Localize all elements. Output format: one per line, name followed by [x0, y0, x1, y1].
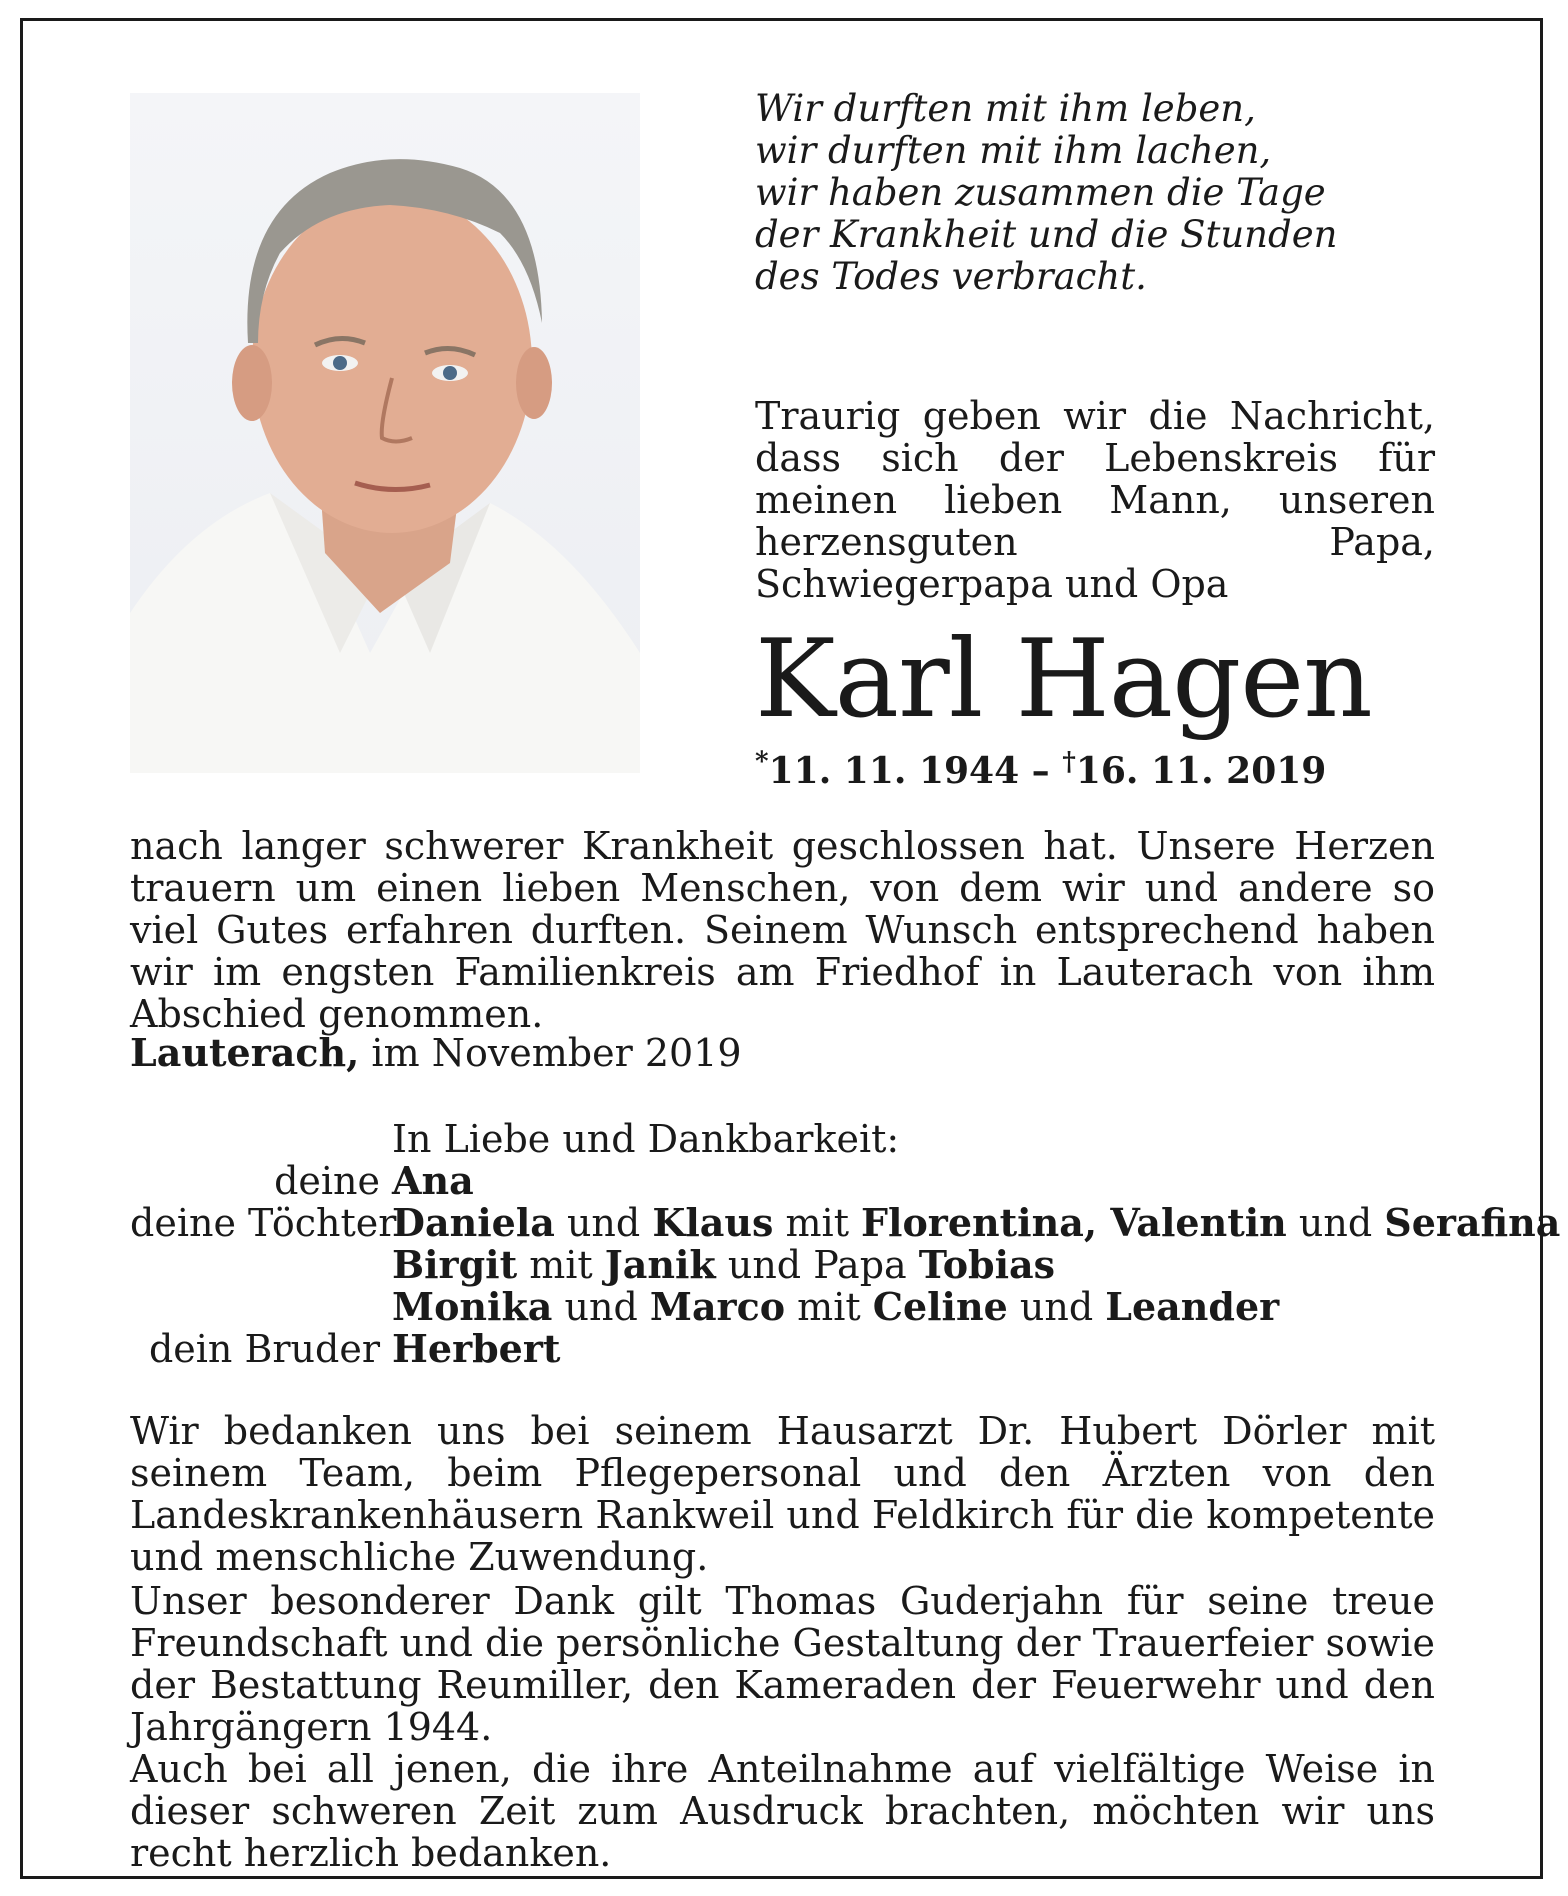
- family-name: Celine: [872, 1284, 1008, 1329]
- date-separator: –: [1019, 750, 1063, 792]
- family-heading: In Liebe und Dankbarkeit:: [392, 1117, 900, 1161]
- family-row-daughter: [130, 1200, 1561, 1245]
- family-name: Leander: [1105, 1284, 1280, 1329]
- family-name: Ana: [392, 1158, 474, 1203]
- announcement-paragraph: nach langer schwerer Krankheit geschlossen hat. Unsere Herzen trauern um einen lieben Menschen, von dem wir und andere so viel Gutes erfahren durften. Seinem Wunsch entsprechend haben wir im engsten Familienkreis am Friedhof in Lauterach von ihm Abschied genommen.: [130, 824, 1435, 1036]
- poem: [755, 88, 1435, 298]
- thanks-paragraph: Auch bei all jenen, die ihre Anteilnahme auf vielfältige Weise in dieser schweren Zeit zum Ausdruck brachten, möchten wir uns recht herzlich bedanken.: [130, 1747, 1435, 1875]
- connector-text: und Papa: [715, 1243, 919, 1287]
- connector-text: mit: [517, 1243, 605, 1287]
- connector-text: und: [554, 1201, 653, 1245]
- place-date: [130, 1032, 1435, 1074]
- deceased-name: Karl Hagen: [755, 617, 1372, 742]
- death-date: 16. 11. 2019: [1075, 750, 1327, 792]
- birth-date: 11. 11. 1944: [768, 750, 1020, 792]
- family-name: Marco: [649, 1284, 786, 1329]
- family-name: Serafina: [1384, 1200, 1561, 1245]
- poem-line: wir haben zusammen die Tage: [755, 171, 1326, 214]
- family-row-daughter: [130, 1286, 1440, 1328]
- thanks-paragraph: Unser besonderer Dank gilt Thomas Guderjahn für seine treue Freundschaft und die persönliche Gestaltung der Trauerfeier sowie der Bestattung Reumiller, den Kameraden der Feuerwehr und den Jahrgängern 1944.: [130, 1579, 1435, 1749]
- family-name: Herbert: [392, 1326, 561, 1371]
- relation-label: dein Bruder: [148, 1327, 380, 1371]
- poem-line: wir durften mit ihm lachen,: [755, 129, 1272, 172]
- birth-symbol: *: [755, 747, 769, 777]
- poem-line: des Todes verbracht.: [755, 255, 1147, 298]
- family-name: Janik: [604, 1242, 716, 1287]
- connector-text: und: [552, 1285, 650, 1329]
- thanks-paragraph: Wir bedanken uns bei seinem Hausarzt Dr. Hubert Dörler mit seinem Team, beim Pflegepersonal und den Ärzten von den Landeskrankenhäusern Rankweil und Feldkirch für die kompetente und menschliche Zuwendung.: [130, 1409, 1435, 1579]
- relation-label: deine: [274, 1159, 380, 1203]
- family-list: [130, 1117, 1561, 1371]
- connector-text: mit: [773, 1201, 862, 1245]
- relation-label: deine Töchter: [130, 1201, 397, 1245]
- life-dates: [755, 740, 1435, 793]
- portrait-photo: [130, 93, 640, 773]
- death-symbol: †: [1062, 747, 1076, 777]
- family-name: Birgit: [392, 1242, 518, 1287]
- family-name: Klaus: [652, 1200, 774, 1245]
- connector-text: und: [1007, 1285, 1106, 1329]
- family-name: Florentina,: [861, 1200, 1098, 1245]
- family-name: Tobias: [918, 1242, 1056, 1287]
- place-month: im November 2019: [359, 1031, 742, 1075]
- poem-line: Wir durften mit ihm leben,: [755, 87, 1256, 130]
- place-town: Lauterach,: [130, 1030, 360, 1075]
- family-row-wife: [130, 1160, 1440, 1202]
- family-row-daughter: [130, 1244, 1440, 1286]
- family-name: Daniela: [392, 1200, 555, 1245]
- family-name: Monika: [392, 1284, 553, 1329]
- connector-text: mit: [785, 1285, 873, 1329]
- connector-text: und: [1286, 1201, 1385, 1245]
- family-name: Valentin: [1097, 1200, 1287, 1245]
- poem-line: der Krankheit und die Stunden: [755, 213, 1338, 256]
- portrait-illustration: [130, 93, 640, 773]
- family-row-brother: [130, 1328, 1440, 1370]
- intro-text: Traurig geben wir die Nachricht, dass sich der Lebenskreis für meinen lieben Mann, unseren herzensguten Papa, Schwiegerpapa und Opa: [755, 394, 1435, 606]
